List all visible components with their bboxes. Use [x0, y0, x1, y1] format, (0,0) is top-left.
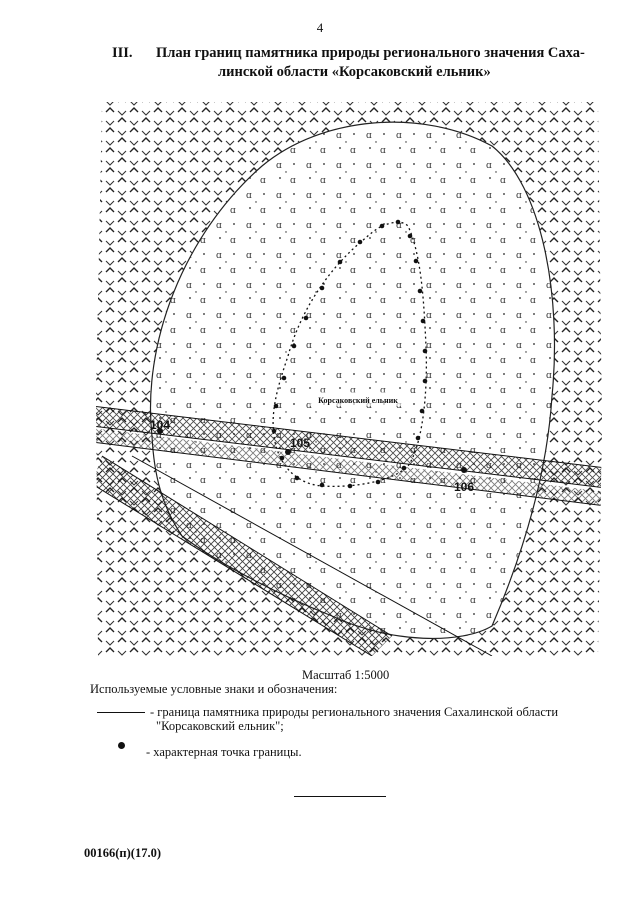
legend-item-boundary-line2: "Корсаковский ельник"; [156, 719, 284, 733]
document-code: 00166(п)(17.0) [84, 846, 161, 860]
legend-item-boundary [150, 705, 590, 733]
dot-icon [118, 742, 125, 749]
boundary-map [92, 96, 606, 656]
section-number: III. [112, 45, 133, 61]
map-scale: Масштаб 1:5000 [302, 668, 390, 682]
page-number: 4 [316, 20, 324, 35]
heading-line-2: линской области «Корсаковский ельник» [218, 64, 491, 80]
legend-item-point: - характерная точка границы. [146, 745, 302, 759]
point-106-label: 106 [454, 480, 475, 494]
legend-title: Используемые условные знаки и обозначения: [90, 682, 338, 696]
line-icon [97, 712, 145, 713]
point-105-label: 105 [290, 436, 311, 450]
area-label: Корсаковский ельник [318, 396, 398, 405]
point-104-label: 104 [150, 418, 171, 432]
heading-line-1: План границ памятника природы регионального значения Саха- [156, 45, 585, 61]
separator-line [294, 796, 386, 797]
legend-item-boundary-line1: - граница памятника природы регионального значения Сахалинской области [150, 705, 559, 719]
